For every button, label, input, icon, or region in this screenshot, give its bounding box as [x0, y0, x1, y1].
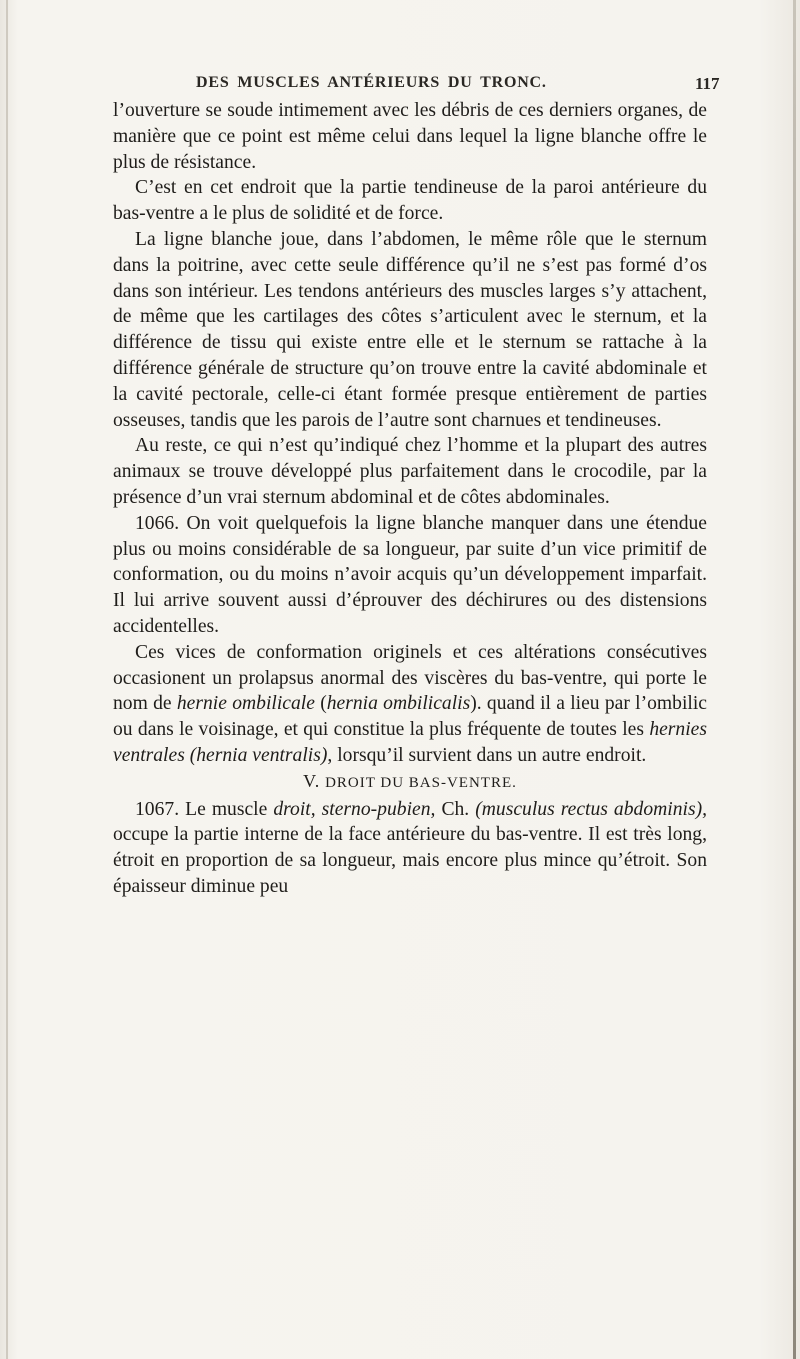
page-edge-left [6, 0, 8, 1359]
page-number: 117 [695, 74, 720, 93]
italic-term: droit, sterno-pubien, [273, 798, 436, 820]
paragraph: Au reste, ce qui n’est qu’indiqué chez l’homme et la plupart des autres animaux se trouve développé plus parfaitement dans le crocodile, par la présence d’un vrai sternum abdominal et de côtes abdominales. [113, 435, 707, 508]
text-run: Ch. [435, 798, 476, 820]
section-numeral: V. [303, 770, 321, 791]
text-run: occupe la partie interne de la face antérieure du bas-ventre. Il est très long, étroit en proportion de sa longueur, mais encore plus mince qu’étroit. Son épaisseur diminue peu [113, 824, 707, 897]
paragraph: l’ouverture se soude intimement avec les débris de ces derniers organes, de manière que ce point est même celui dans lequel la ligne blanche offre le plus de résistance. [113, 100, 707, 173]
text-run: Ces vices de conformation originels et ces altérations consécutives occasionent un prolapsus anormal des viscères du bas-ventre, qui porte le nom de [113, 641, 707, 715]
paragraph [113, 797, 707, 900]
page-edge-right [793, 0, 796, 1359]
italic-term: hernies ventrales (hernia ventralis) [113, 719, 707, 766]
italic-term: hernia ombilicalis [326, 693, 471, 715]
italic-term: (musculus rectus abdominis), [475, 798, 707, 820]
italic-term: hernie ombilicale [176, 693, 315, 715]
paragraph [113, 640, 707, 769]
paragraph: C’est en cet endroit que la partie tendineuse de la paroi antérieure du bas-ventre a le plus de solidité et de force. [113, 177, 707, 225]
text-run: 1067. Le muscle [135, 798, 274, 820]
text-run: , lorsqu’il survient dans un autre endroit. [327, 744, 647, 766]
section-heading [113, 769, 707, 797]
paragraph: 1066. On voit quelquefois la ligne blanche manquer dans une étendue plus ou moins considérable de sa longueur, par suite d’un vice primitif de conformation, ou du moins n’avoir acquis qu’un développement imparfait. Il lui arrive souvent aussi d’éprouver des déchirures ou des distensions accidentelles. [113, 512, 707, 637]
section-title: DROIT DU BAS-VENTRE. [325, 774, 517, 791]
text-run: ). quand il a lieu par l’ombilic ou dans le voisinage, et qui constitue la plus fréquente de toutes les [113, 693, 707, 741]
running-title: DES MUSCLES ANTÉRIEURS DU TRONC. [196, 74, 547, 91]
body-text [113, 98, 707, 900]
paragraph: La ligne blanche joue, dans l’abdomen, le même rôle que le sternum dans la poitrine, avec cette seule différence qu’il ne s’est pas formé d’os dans son intérieur. Les tendons antérieurs des muscles larges s’y attachent, de même que les cartilages des côtes s’articulent avec le sternum, et la différence de tissu qui existe entre elle et le sternum se rattache à la différence générale de structure qu’on trouve entre la cavité abdominale et la cavité pectorale, celle-ci étant formée presque entièrement de parties osseuses, tandis que les parois de l’autre sont charnues et tendineuses. [113, 228, 707, 431]
text-run: ( [314, 693, 327, 715]
